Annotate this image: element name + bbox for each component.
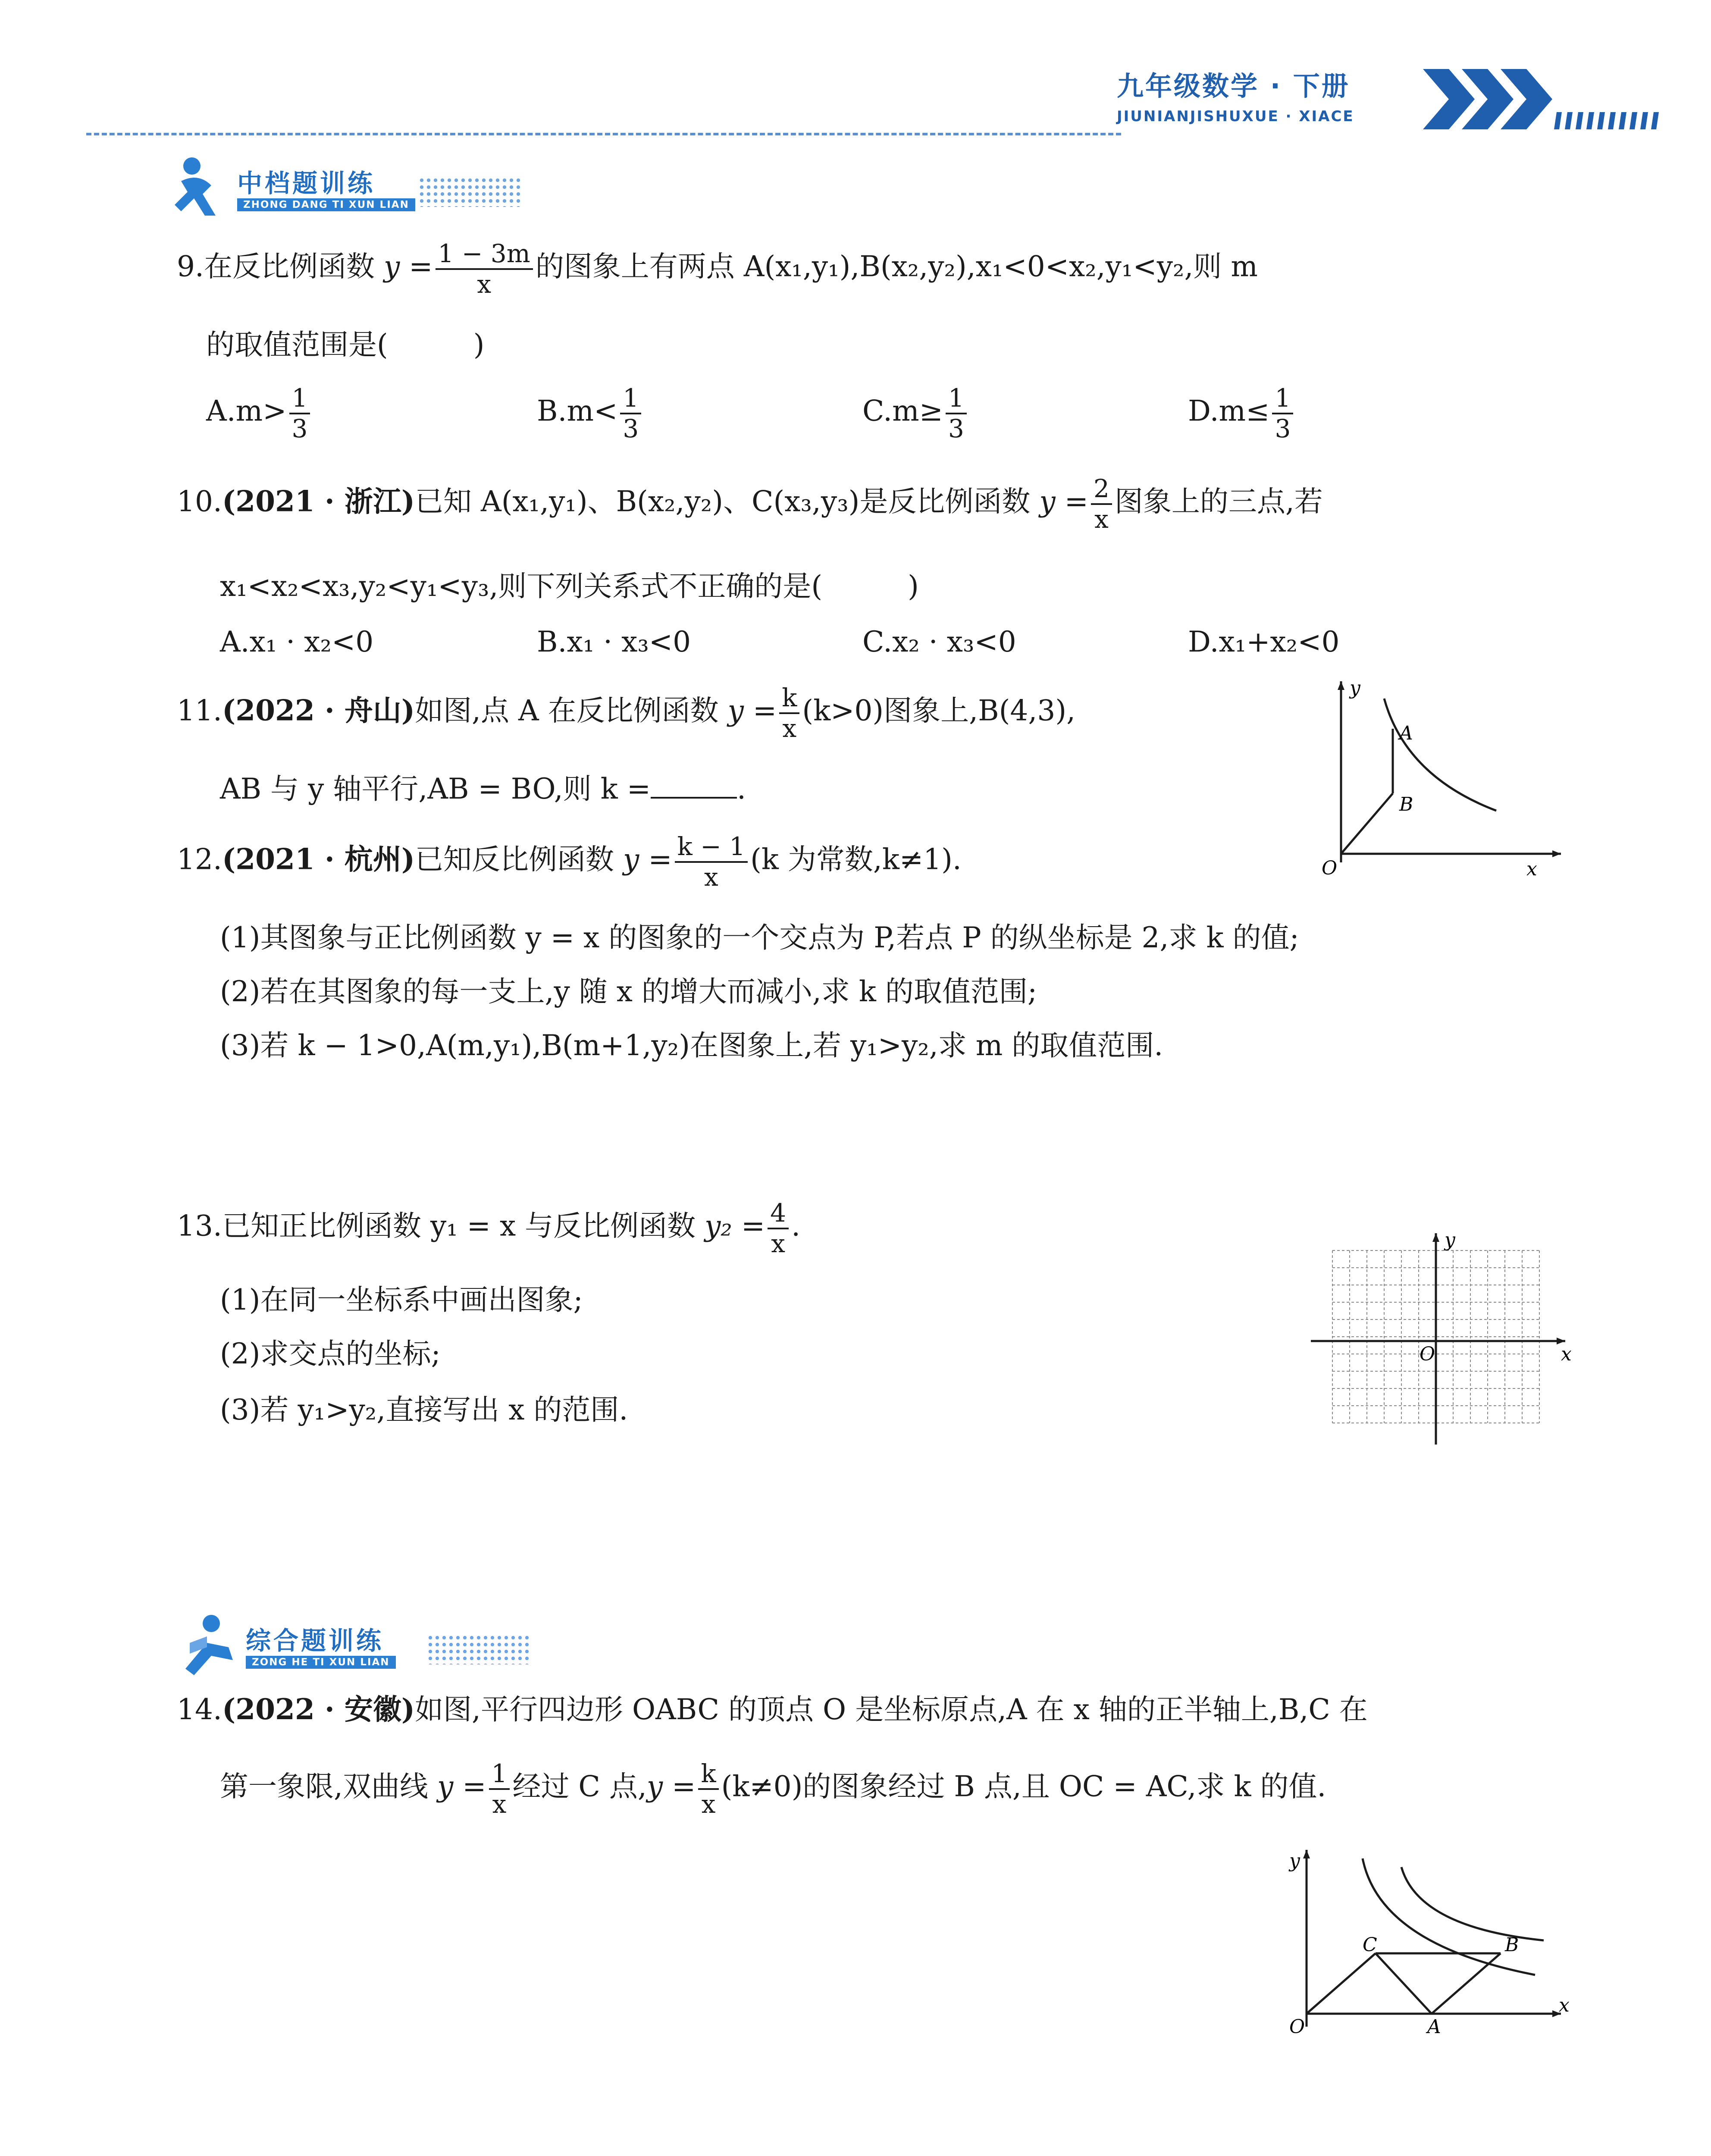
section-comprehensive-label: 综合题训练 — [246, 1626, 384, 1655]
q12-frac-den: x — [704, 862, 718, 892]
q11-frac-den: x — [782, 713, 797, 743]
section-comprehensive-banner — [181, 1613, 569, 1682]
q9-option-d — [1188, 384, 1296, 443]
q14-number: 14. — [177, 1693, 222, 1726]
q14-frac1-num: 1 — [489, 1759, 510, 1790]
q13-fraction — [768, 1199, 789, 1258]
q10-option-c: C.x₂ · x₃<0 — [862, 625, 1016, 658]
q11-frac-num: k — [779, 683, 799, 714]
section-medium-pinyin: ZHONG DANG TI XUN LIAN — [237, 198, 415, 211]
q12-fraction — [675, 832, 748, 891]
q11-line2-post: . — [737, 772, 746, 805]
q12-stem — [177, 832, 962, 891]
q13-label-y: y — [1445, 1229, 1455, 1251]
q9-line2: 的取值范围是( ) — [206, 328, 485, 361]
q14-label-y: y — [1289, 1850, 1300, 1872]
q9-option-a — [206, 384, 313, 443]
q10-y-eq: y = — [1039, 485, 1088, 518]
q14-line2-post: (k≠0)的图象经过 B 点,且 OC = AC,求 k 的值. — [721, 1770, 1326, 1803]
q10-post: 图象上的三点,若 — [1114, 485, 1323, 518]
q9-post: 的图象上有两点 A(x₁,y₁),B(x₂,y₂),x₁<0<x₂,y₁<y₂,则 m — [535, 250, 1258, 283]
q12-frac-num: k − 1 — [675, 832, 748, 863]
header-title: 九年级数学 · 下册 — [1117, 70, 1350, 102]
q9-opt-a-prefix: A.m> — [206, 394, 287, 428]
q10-number: 10. — [177, 485, 222, 518]
q13-part-2: (2)求交点的坐标; — [220, 1337, 441, 1370]
q9-frac-den: x — [477, 269, 492, 299]
q11-number: 11. — [177, 694, 222, 727]
runner-icon — [172, 155, 224, 220]
q9-opt-b-prefix: B.m< — [537, 394, 618, 428]
q12-part-2: (2)若在其图象的每一支上,y 随 x 的增大而减小,求 k 的取值范围; — [220, 975, 1037, 1008]
q12-part-1: (1)其图象与正比例函数 y = x 的图象的一个交点为 P,若点 P 的纵坐标是 2,求 k 的值; — [220, 921, 1299, 954]
section-medium-label: 中档题训练 — [237, 169, 376, 198]
section-medium-dots — [418, 177, 522, 207]
q9-opt-a-den: 3 — [291, 414, 308, 443]
q13-frac-den: x — [771, 1228, 785, 1258]
header-pinyin: JIUNIANJISHUXUE · XIACE — [1117, 108, 1354, 125]
q9-opt-d-prefix: D.m≤ — [1188, 394, 1270, 428]
section-comprehensive-dots — [427, 1634, 530, 1664]
q14-label-x: x — [1559, 1994, 1570, 2016]
q10-frac-den: x — [1094, 504, 1109, 534]
reader-icon — [181, 1613, 237, 1677]
q10-stem — [177, 474, 1323, 533]
q11-line2-pre: AB 与 y 轴平行,AB = BO,则 k = — [220, 772, 651, 805]
q10-fraction — [1091, 474, 1112, 533]
q14-label-c: C — [1363, 1934, 1377, 1956]
q9-stem — [177, 239, 1258, 298]
q14-frac2-num: k — [698, 1759, 718, 1790]
section-medium-banner — [172, 155, 561, 224]
q10-option-a: A.x₁ · x₂<0 — [220, 625, 374, 658]
q10-source: (2021 · 浙江) — [222, 484, 415, 518]
q12-source: (2021 · 杭州) — [222, 842, 415, 876]
q12-number: 12. — [177, 843, 222, 876]
q13-pre: 13.已知正比例函数 y₁ = x 与反比例函数 — [177, 1209, 705, 1243]
q11-label-x: x — [1526, 858, 1537, 880]
q10-frac-num: 2 — [1091, 474, 1112, 505]
q11-label-o: O — [1322, 857, 1338, 879]
q9-option-b — [537, 384, 644, 443]
q14-line2-pre: 第一象限,双曲线 — [220, 1770, 437, 1803]
q11-figure — [1302, 673, 1570, 880]
q12-pre: 已知反比例函数 — [415, 843, 624, 876]
q13-part-1: (1)在同一坐标系中画出图象; — [220, 1283, 583, 1316]
q11-y-eq: y = — [727, 694, 777, 727]
q12-post: (k 为常数,k≠1). — [750, 843, 962, 876]
q9-y-eq: y = — [383, 250, 433, 283]
q14-y-eq1: y = — [437, 1770, 486, 1803]
q13-y-eq: y₂ = — [705, 1209, 765, 1243]
q10-line2: x₁<x₂<x₃,y₂<y₁<y₃,则下列关系式不正确的是( ) — [220, 570, 919, 603]
q13-stem — [177, 1199, 800, 1258]
q11-stem — [177, 683, 1075, 743]
q9-opt-b-den: 3 — [623, 414, 639, 443]
q9-opt-c-num: 1 — [946, 384, 967, 414]
q11-label-y: y — [1350, 677, 1360, 699]
q13-frac-num: 4 — [768, 1199, 789, 1229]
q12-part-3: (3)若 k − 1>0,A(m,y₁),B(m+1,y₂)在图象上,若 y₁>y₂,求 m 的取值范围. — [220, 1029, 1163, 1062]
q14-label-b: B — [1505, 1934, 1519, 1956]
header-arrows-icon — [1423, 65, 1682, 134]
q10-option-b: B.x₁ · x₃<0 — [537, 625, 691, 658]
q13-part-3: (3)若 y₁>y₂,直接写出 x 的范围. — [220, 1393, 628, 1426]
q12-y-eq: y = — [623, 843, 672, 876]
q11-post: (k>0)图象上,B(4,3), — [802, 694, 1076, 727]
q9-opt-c-den: 3 — [948, 414, 964, 443]
q14-frac1-den: x — [492, 1789, 507, 1819]
q11-label-b: B — [1399, 793, 1413, 815]
q13-post: . — [791, 1209, 801, 1243]
q10-option-d: D.x₁+x₂<0 — [1188, 625, 1340, 658]
q14-source: (2022 · 安徽) — [222, 1692, 415, 1726]
q9-opt-a-num: 1 — [289, 384, 310, 414]
q14-line1-text: 如图,平行四边形 OABC 的顶点 O 是坐标原点,A 在 x 轴的正半轴上,B,C 在 — [415, 1693, 1368, 1726]
q13-grid-figure[interactable] — [1307, 1225, 1583, 1449]
page-header — [1112, 65, 1682, 138]
q14-label-o: O — [1289, 2016, 1305, 2038]
q14-fraction-2 — [698, 1759, 718, 1818]
q9-fraction — [436, 239, 533, 298]
q9-option-c — [862, 384, 969, 443]
q14-line2-mid: 经过 C 点, — [512, 1770, 647, 1803]
q11-answer-blank[interactable] — [651, 774, 737, 799]
q11-source: (2022 · 舟山) — [222, 693, 415, 727]
q10-pre: 已知 A(x₁,y₁)、B(x₂,y₂)、C(x₃,y₃)是反比例函数 — [415, 485, 1040, 518]
header-divider — [86, 133, 1121, 135]
q9-pre: 9.在反比例函数 — [177, 250, 384, 283]
q14-label-a: A — [1427, 2016, 1441, 2038]
q9-opt-b-num: 1 — [620, 384, 641, 414]
q14-line2 — [220, 1759, 1326, 1818]
q14-figure — [1276, 1841, 1578, 2048]
q14-y-eq2: y = — [646, 1770, 696, 1803]
q9-opt-d-num: 1 — [1272, 384, 1293, 414]
q9-opt-c-prefix: C.m≥ — [862, 394, 943, 428]
q13-label-x: x — [1561, 1343, 1572, 1365]
q13-label-o: O — [1420, 1343, 1435, 1365]
q14-line1 — [177, 1692, 1368, 1727]
q14-frac2-den: x — [701, 1789, 716, 1819]
q9-frac-num: 1 − 3m — [436, 239, 533, 270]
q14-fraction-1 — [489, 1759, 510, 1818]
q11-label-a: A — [1399, 722, 1413, 744]
q11-pre: 如图,点 A 在反比例函数 — [415, 694, 728, 727]
q11-line2 — [220, 772, 746, 806]
q9-opt-d-den: 3 — [1275, 414, 1291, 443]
section-comprehensive-pinyin: ZONG HE TI XUN LIAN — [246, 1656, 396, 1669]
q11-fraction — [779, 683, 799, 743]
